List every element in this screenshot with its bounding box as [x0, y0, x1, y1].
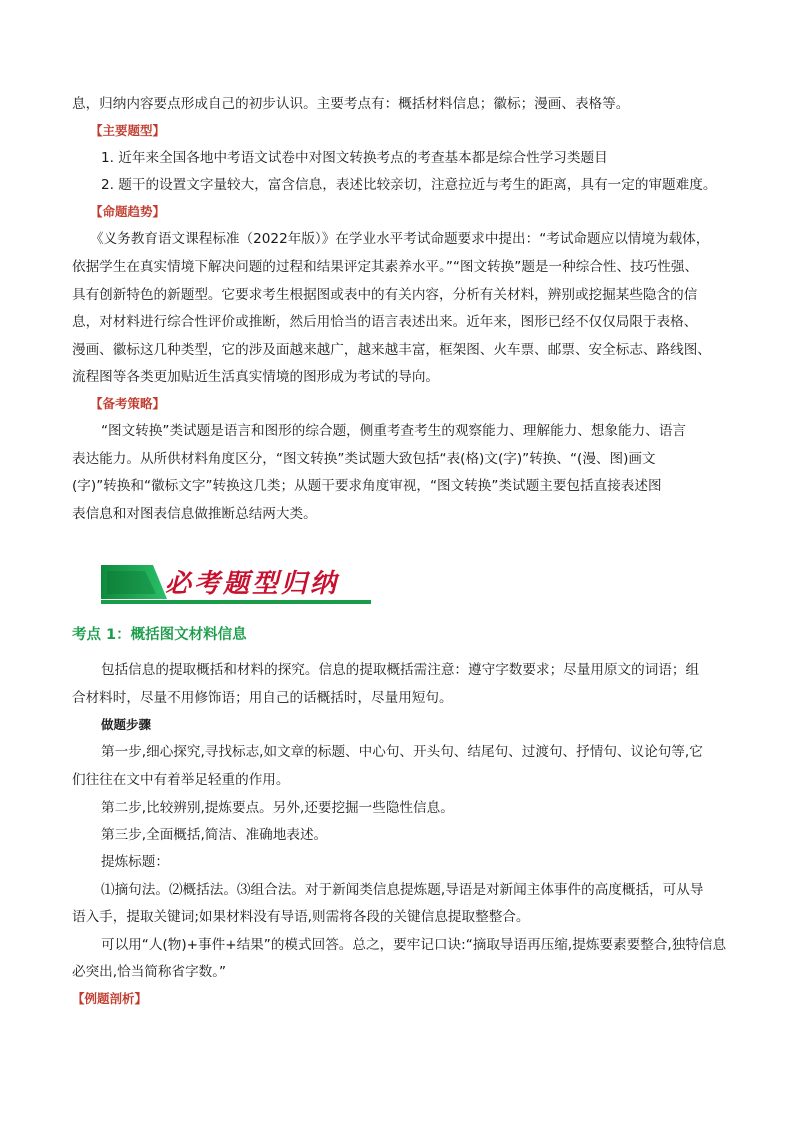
method-line: 语入手，提取关键词;如果材料没有导语,则需将各段的关键信息提取整整合。: [72, 909, 530, 925]
example-heading: 【例题剖析】: [72, 991, 148, 1006]
step-2-line: 第二步,比较辨别,提炼要点。另外,还要挖掘一些隐性信息。: [101, 800, 454, 816]
trend-line: 《义务教育语文课程标准（2022年版）》在学业水平考试命题要求中提出：“考试命题应以情境为载体，: [90, 231, 710, 247]
trend-line: 依据学生在真实情境下解决问题的过程和结果评定其素养水平。”“图文转换”题是一种综合性、技巧性强、: [72, 259, 699, 275]
step-1-line: 第一步,细心探究,寻找标志,如文章的标题、中心句、开头句、结尾句、过渡句、抒情句、议论句等,它: [101, 744, 703, 760]
formula-line: 可以用“人(物)+事件+结果”的模式回答。总之，要牢记口诀:“摘取导语再压缩,提炼要素要整合,独特信息: [101, 937, 727, 953]
intro-line: 息，归纳内容要点形成自己的初步认识。主要考点有：概括材料信息；徽标；漫画、表格等。: [72, 96, 630, 112]
kaodian-title: 考点 1：概括图文材料信息: [72, 627, 247, 643]
trend-line: 流程图等各类更加贴近生活真实情境的图形成为考试的导向。: [72, 369, 440, 385]
steps-heading: 做题步骤: [101, 717, 152, 732]
main-types-heading: 【主要题型】: [90, 123, 166, 138]
step-3-line: 第三步,全面概括,简洁、准确地表述。: [101, 827, 328, 843]
title-method-heading: 提炼标题：: [101, 854, 169, 870]
main-types-item-2: 2. 题干的设置文字量较大，富含信息，表述比较亲切，注意拉近与考生的距离，具有一定的审题难度。: [101, 177, 717, 193]
strategy-line: 表信息和对图表信息做推断总结两大类。: [72, 506, 317, 522]
main-types-item-1: 1. 近年来全国各地中考语文试卷中对图文转换考点的考查基本都是综合性学习类题目: [101, 150, 608, 166]
trend-heading: 【命题趋势】: [90, 204, 166, 219]
kaodian-para-line: 包括信息的提取概括和材料的探究。信息的提取概括需注意：遵守字数要求；尽量用原文的词语；组: [101, 662, 700, 678]
trend-line: 漫画、徽标这几种类型，它的涉及面越来越广，越来越丰富，框架图、火车票、邮票、安全标志、路线图、: [72, 342, 711, 358]
trend-line: 具有创新特色的新题型。它要求考生根据图或表中的有关内容，分析有关材料，辨别或挖掘某些隐含的信: [72, 287, 698, 303]
strategy-line: 表达能力。从所供材料角度区分，“图文转换”类试题大致包括“表(格)文(字)”转换、“(漫、图)画文: [72, 451, 656, 467]
trend-line: 息，对材料进行综合性评价或推断，然后用恰当的语言表述出来。近年来，图形已经不仅仅局限于表格、: [72, 314, 698, 330]
strategy-line: (字)”转换和“徽标文字”转换这几类；从题干要求角度审视，“图文转换”类试题主要包括直接表述图: [72, 478, 662, 494]
method-line: ⑴摘句法。⑵概括法。⑶组合法。对于新闻类信息提炼题,导语是对新闻主体事件的高度概括，可从导: [101, 882, 704, 898]
formula-line: 必突出,恰当简称省字数。”: [72, 964, 227, 980]
strategy-line: “图文转换”类试题是语言和图形的综合题，侧重考查考生的观察能力、理解能力、想象能力、语言: [101, 423, 687, 439]
banner-title: 必考题型归纳: [165, 569, 340, 599]
step-1-line: 们往往在文中有着举足轻重的作用。: [72, 772, 290, 788]
kaodian-para-line: 合材料时，尽量不用修饰语；用自己的话概括时，尽量用短句。: [72, 690, 453, 706]
strategy-heading: 【备考策略】: [90, 396, 166, 411]
